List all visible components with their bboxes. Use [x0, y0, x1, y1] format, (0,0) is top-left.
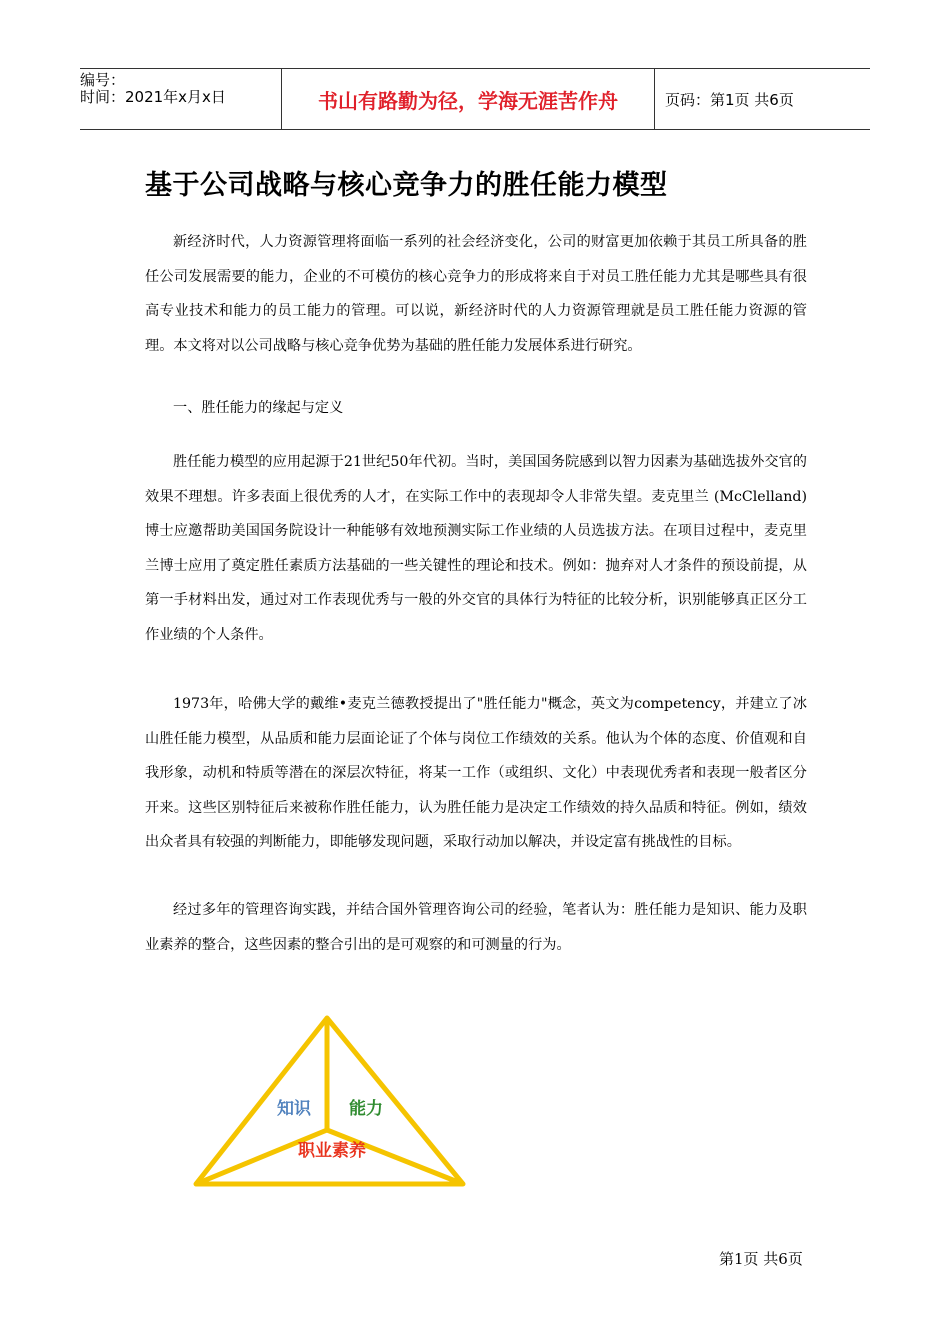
professionalism-label: 职业素养	[298, 1141, 366, 1161]
page-footer: 第1页 共6页	[719, 1250, 803, 1268]
document-date-label: 时间：2021年x月x日	[80, 88, 226, 106]
paragraph-intro: 新经济时代，人力资源管理将面临一系列的社会经济变化，公司的财富更加依赖于其员工所具备的胜任公司发展需要的能力，企业的不可模仿的核心竞争力的形成将来自于对员工胜任能力尤其是哪些具有很高专业技术和能力的员工能力的管理。可以说，新经济时代的人力资源管理就是员工胜任能力资源的管理。本文将对以公司战略与核心竞争优势为基础的胜任能力发展体系进行研究。	[145, 234, 807, 354]
document-title: 基于公司战略与核心竞争力的胜任能力模型	[145, 170, 668, 201]
header-page-number: 页码：第1页 共6页	[665, 90, 794, 109]
header-motto: 书山有路勤为径，学海无涯苦作舟	[281, 69, 655, 129]
document-number-label: 编号：	[80, 71, 126, 89]
paragraph-definition: 1973年，哈佛大学的戴维•麦克兰德教授提出了"胜任能力"概念，英文为competency，并建立了冰山胜任能力模型，从品质和能力层面论证了个体与岗位工作绩效的关系。他认为个体的态度、价值观和自我形象，动机和特质等潜在的深层次特征，将某一工作（或组织、文化）中表现优秀者和表现一般者区分开来。这些区别特征后来被称作胜任能力，认为胜任能力是决定工作绩效的持久品质和特征。例如，绩效出众者具有较强的判断能力，即能够发现问题，采取行动加以解决，并设定富有挑战性的目标。	[145, 696, 807, 850]
knowledge-label: 知识	[277, 1099, 311, 1119]
header-info	[80, 69, 281, 129]
section-heading: 一、胜任能力的缘起与定义	[173, 400, 344, 416]
page-header	[80, 68, 870, 130]
competency-triangle-diagram	[190, 1012, 470, 1192]
paragraph-conclusion: 经过多年的管理咨询实践，并结合国外管理咨询公司的经验，笔者认为：胜任能力是知识、能力及职业素养的整合，这些因素的整合引出的是可观察的和可测量的行为。	[145, 902, 807, 953]
ability-label: 能力	[349, 1099, 383, 1119]
paragraph-origin: 胜任能力模型的应用起源于21世纪50年代初。当时，美国国务院感到以智力因素为基础选拔外交官的效果不理想。许多表面上很优秀的人才，在实际工作中的表现却令人非常失望。麦克里兰 (McClelland) 博士应邀帮助美国国务院设计一种能够有效地预测实际工作业绩的人员选拔方法。在项目过程中，麦克里兰博士应用了奠定胜任素质方法基础的一些关键性的理论和技术。例如：抛弃对人才条件的预设前提，从第一手材料出发，通过对工作表现优秀与一般的外交官的具体行为特征的比较分析，识别能够真正区分工作业绩的个人条件。	[145, 454, 807, 643]
